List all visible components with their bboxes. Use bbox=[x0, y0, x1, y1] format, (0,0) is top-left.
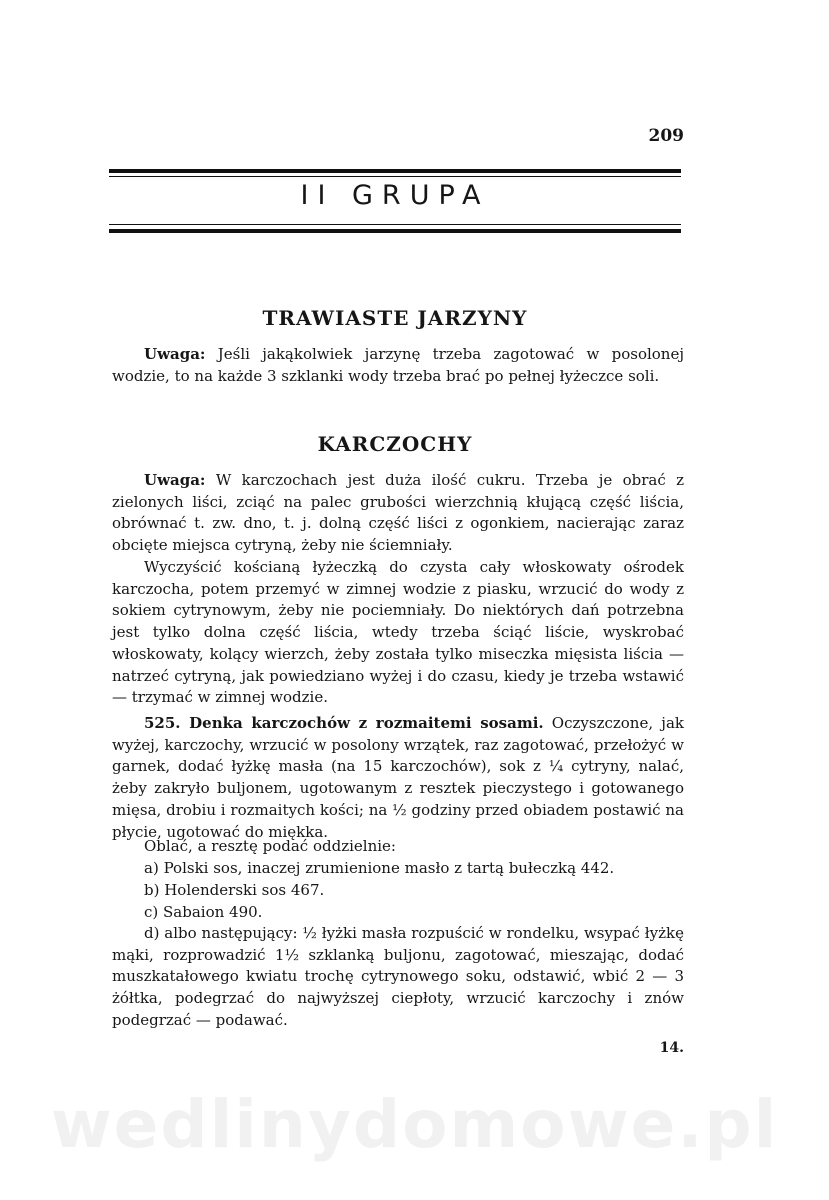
sauce-option-a: a) Polski sos, inaczej zrumienione masło z tartą bułeczką 442. bbox=[144, 859, 615, 877]
recipe-text: Oczyszczone, jak wyżej, karczochy, wrzucić w posolony wrzątek, raz zagotować, przełożyć w garnek, dodać łyżkę masła (na 15 karczochów), sok z ¼ cytryny, nalać, żeby zakryło buljonem, ugotowanym z resztek pieczystego i gotowanego mięsa, drobiu i rozmaitych kości; na ½ godziny przed obiadem postawić na płycie, ugotować do miękka. bbox=[112, 714, 684, 841]
sauce-option-b: b) Holenderski sos 467. bbox=[144, 881, 325, 899]
sauce-option-c: c) Sabaion 490. bbox=[144, 903, 263, 921]
section-title-trawiaste: TRAWIASTE JARZYNY bbox=[262, 306, 528, 330]
header-rule-top-thin bbox=[109, 176, 681, 177]
recipe-525 bbox=[112, 713, 684, 843]
note-label: Uwaga: bbox=[144, 471, 206, 489]
header-rule-bottom-thin bbox=[109, 224, 681, 225]
sauce-option-d: d) albo następujący: ½ łyżki masła rozpuścić w rondelku, wsypać łyżkę mąki, rozprowadzić 1½ szklanką buljonu, zagotować, mieszając, dodać muszkatałowego kwiatu trochę cytrynowego soku, odstawić, wbić 2 — 3 żółtka, podegrzać do najwyższej ciepłoty, wrzucić karczochy i znów podegrzać — podawać. bbox=[112, 924, 684, 1029]
karczochy-paragraph: Wyczyścić kościaną łyżeczką do czysta cały włoskowaty ośrodek karczocha, potem przemyć w zimnej wodzie z piasku, wrzucić do wody z sokiem cytrynowym, żeby nie pociemniały. Do niektórych dań potrzebna jest tylko dolna część liścia, wtedy trzeba ściąć liście, wyskrobać włoskowaty, kolący wierzch, żeby została tylko miseczka mięsista liścia — natrzeć cytryną, jak powiedziano wyżej i do czasu, kiedy je trzeba wstawić— trzymać w zimnej wodzie. bbox=[112, 558, 684, 707]
watermark: wedlinydomowe.pl bbox=[50, 1086, 779, 1163]
note-text: Jeśli jakąkolwiek jarzynę trzeba zagotować w posolonej wodzie, to na każde 3 szklanki wody trzeba brać po pełnej łyżeczce soli. bbox=[112, 345, 684, 385]
trawiaste-note bbox=[112, 344, 684, 387]
karczochy-note bbox=[112, 470, 684, 557]
page-number: 209 bbox=[648, 126, 684, 146]
signature-mark: 14. bbox=[659, 1040, 684, 1056]
recipe-heading: 525. Denka karczochów z rozmaitemi sosami. bbox=[144, 714, 544, 732]
note-text: W karczochach jest duża ilość cukru. Trzeba je obrać z zielonych liści, zciąć na palec grubości wierzchnią kłującą część liścia, obrównać t. zw. dno, t. j. dolną część liści z ogonkiem, nacierając zaraz obcięte miejsca cytryną, żeby nie ściemniały. bbox=[112, 471, 684, 555]
note-label: Uwaga: bbox=[144, 345, 206, 363]
serve-line: Oblać, a resztę podać oddzielnie: bbox=[144, 837, 396, 855]
header-rule-top-thick bbox=[109, 169, 681, 173]
header-rule-bottom-thick bbox=[109, 229, 681, 233]
section-title-karczochy: KARCZOCHY bbox=[317, 432, 473, 456]
group-title: II GRUPA bbox=[300, 180, 490, 211]
